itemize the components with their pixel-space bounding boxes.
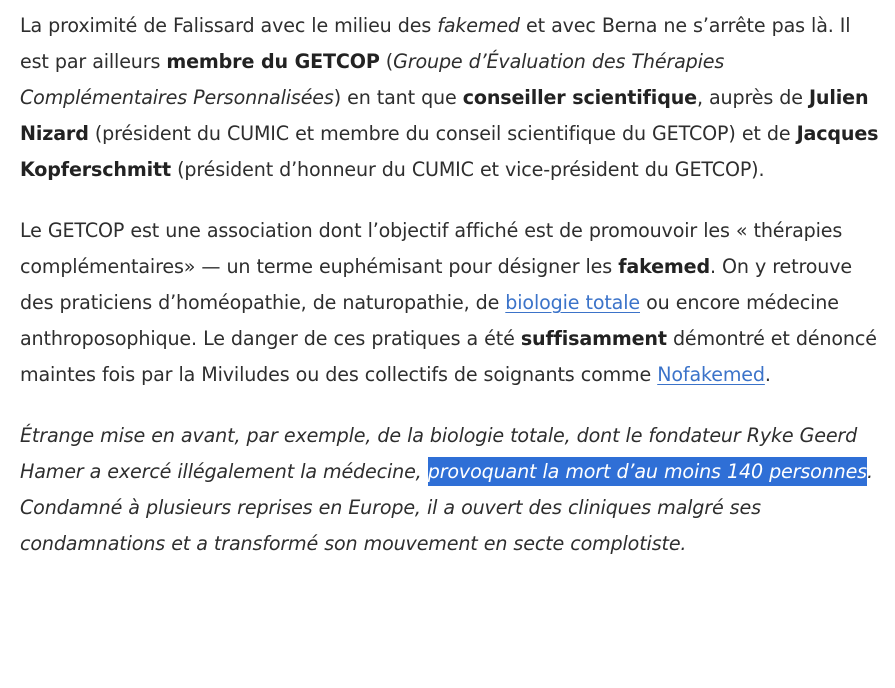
bold-conseiller-scientifique: conseiller scientifique <box>462 86 697 109</box>
bold-suffisamment: suffisamment <box>520 327 667 350</box>
text: . On y retrouve des praticiens d’homéopathie, de naturopathie, de <box>20 255 852 314</box>
text: ou encore médecine anthroposophique. Le danger de ces pratiques a été <box>20 291 839 350</box>
emphasis-getcop-fullname: Groupe d’Évaluation des Thérapies Complémentaires Personnalisées <box>20 50 725 109</box>
text: Étrange mise en avant, par exemple, de la biologie totale, dont le fondateur Ryke Geerd Hamer a exercé illégalement la médecine, <box>20 424 858 483</box>
text: La proximité de Falissard avec le milieu des <box>20 14 438 37</box>
bold-membre-getcop: membre du GETCOP <box>166 50 380 73</box>
text: Le GETCOP est une association dont l’objectif affiché est de promouvoir les « thérapies complémentaires» — un terme euphémisant pour désigner les <box>20 219 843 278</box>
text: ( <box>379 50 394 73</box>
bold-fakemed: fakemed <box>618 255 710 278</box>
link-nofakemed[interactable]: Nofakemed <box>657 363 765 386</box>
text: démontré et dénoncé maintes fois par la Miviludes ou des collectifs de soignants comme <box>20 327 877 386</box>
paragraph-getcop-association <box>20 213 882 393</box>
bold-jacques-kopferschmitt: Jacques Kopferschmitt <box>20 122 879 181</box>
text: , auprès de <box>696 86 809 109</box>
emphasis-fakemed: fakemed <box>437 14 520 37</box>
bold-julien-nizard: Julien Nizard <box>20 86 869 145</box>
text: (président du CUMIC et membre du conseil scientifique du GETCOP) et de <box>88 122 797 145</box>
article-body <box>20 8 882 587</box>
paragraph-getcop-membership <box>20 8 882 188</box>
text: ) en tant que <box>333 86 463 109</box>
text: et avec Berna ne s’arrête pas là. Il est par ailleurs <box>20 14 851 73</box>
selected-text-highlight[interactable]: provoquant la mort d’au moins 140 personnes <box>428 457 867 486</box>
link-biologie-totale[interactable]: biologie totale <box>505 291 640 314</box>
text: . <box>764 363 771 386</box>
text: (président d’honneur du CUMIC et vice-président du GETCOP). <box>170 158 765 181</box>
paragraph-biologie-totale <box>20 418 882 562</box>
text: . Condamné à plusieurs reprises en Europe, il a ouvert des cliniques malgré ses condamnations et a transformé son mouvement en secte complotiste. <box>20 460 873 555</box>
